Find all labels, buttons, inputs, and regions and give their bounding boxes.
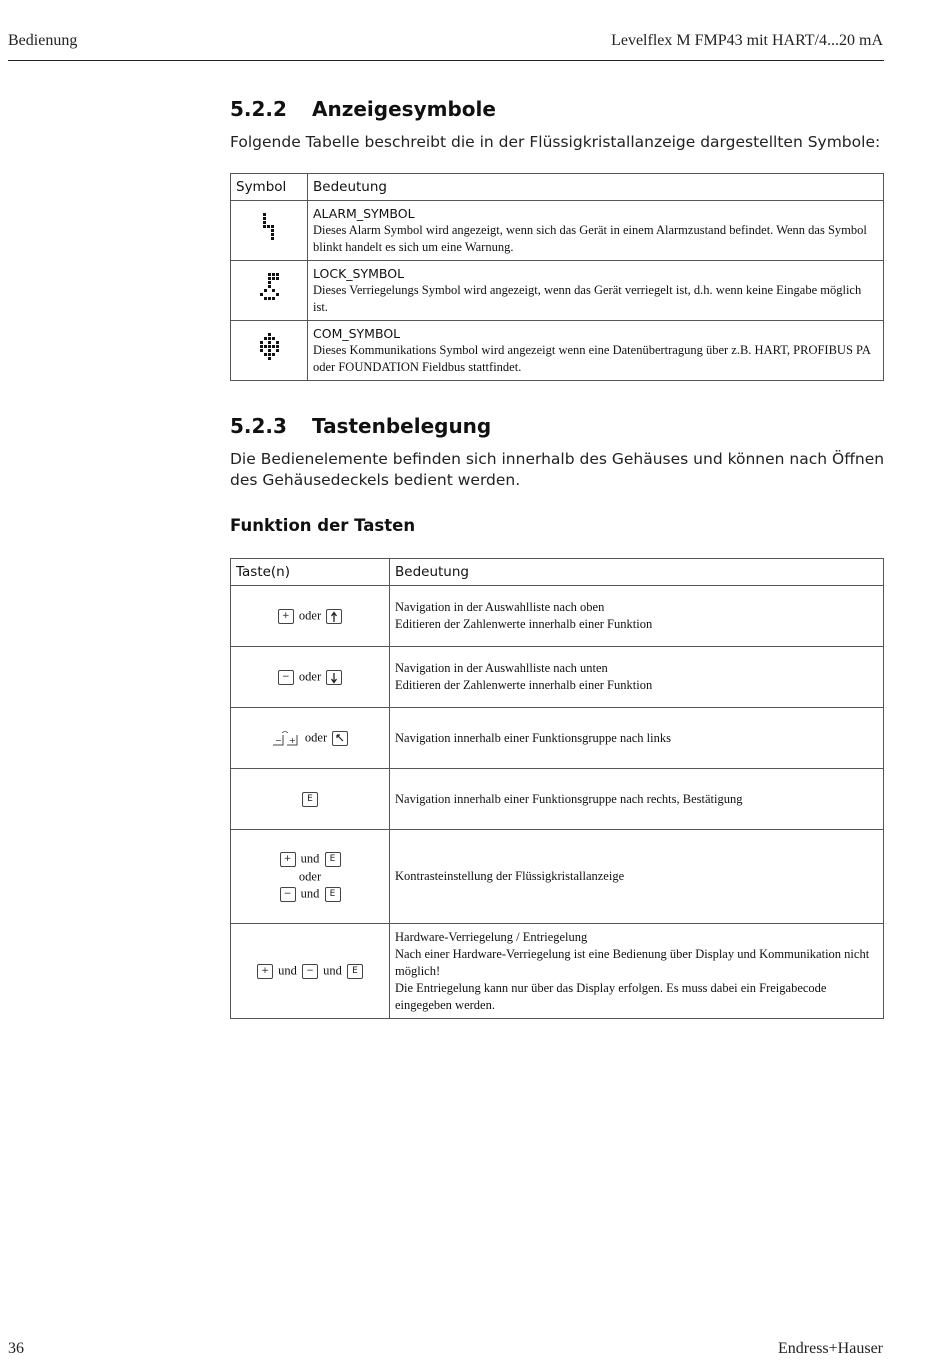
minus-key-icon: −: [278, 670, 294, 685]
symbol-cell: [231, 201, 308, 261]
key-description: [390, 586, 884, 647]
header-rule: [8, 60, 884, 61]
description-line: Navigation in der Auswahlliste nach unten: [395, 661, 608, 675]
symbol-text: Dieses Alarm Symbol wird angezeigt, wenn sich das Gerät in einem Alarmzustand befindet. Wenn das Symbol blinkt handelt es sich um eine Warnung.: [313, 223, 867, 254]
heading-5-2-2: [230, 97, 496, 121]
keys-subtitle: Funktion der Tasten: [230, 516, 416, 535]
description-line: Editieren der Zahlenwerte innerhalb einer Funktion: [395, 617, 653, 631]
key-description: [390, 769, 884, 830]
col-meaning: Bedeutung: [308, 174, 884, 201]
description-line: Nach einer Hardware-Verriegelung ist eine Bedienung über Display und Kommunikation nicht möglich!: [395, 946, 870, 978]
symbol-description: [308, 321, 884, 381]
symbol-name: ALARM_SYMBOL: [313, 206, 415, 221]
table-row: [231, 830, 884, 924]
keys-table-header: [231, 559, 884, 586]
description-line: Navigation innerhalb einer Funktionsgruppe nach links: [395, 730, 671, 745]
heading-title: Tastenbelegung: [312, 414, 492, 438]
e-key-icon: E: [325, 887, 341, 902]
key-combo-cell: [231, 586, 390, 647]
plus-key-icon: +: [278, 609, 294, 624]
running-header-product: Levelflex M FMP43 mit HART/4...20 mA: [611, 32, 883, 49]
heading-number: 5.2.2: [230, 97, 287, 121]
table-row: [231, 924, 884, 1019]
word-oder: oder: [298, 669, 322, 684]
svg-text:−: −: [274, 735, 282, 745]
plus-key-icon: +: [280, 852, 296, 867]
com-symbol-icon: [258, 333, 280, 363]
symbols-table-header: [231, 174, 884, 201]
heading-title: Anzeigesymbole: [312, 97, 496, 121]
word-oder: oder: [298, 608, 322, 623]
key-description: [390, 708, 884, 769]
keys-table: [230, 558, 884, 1019]
footer-brand: Endress+Hauser: [778, 1340, 883, 1357]
key-combo-cell: [231, 647, 390, 708]
minus-plus-key-pair-icon: [272, 731, 300, 746]
symbols-intro: Folgende Tabelle beschreibt die in der Flüssigkristallanzeige dargestellten Symbole:: [230, 133, 881, 151]
e-key-icon: E: [302, 792, 318, 807]
lock-symbol-icon: [258, 273, 280, 303]
e-key-icon: E: [347, 964, 363, 979]
description-line: Editieren der Zahlenwerte innerhalb einer Funktion: [395, 678, 653, 692]
symbol-text: Dieses Kommunikations Symbol wird angezeigt wenn eine Datenübertragung über z.B. HART, PROFIBUS PA oder FOUNDATION Fieldbus stattfindet.: [313, 343, 871, 374]
key-combo-cell: [231, 830, 390, 924]
description-line: Navigation innerhalb einer Funktionsgruppe nach rechts, Bestätigung: [395, 791, 743, 806]
key-description: [390, 924, 884, 1019]
heading-number: 5.2.3: [230, 414, 287, 438]
minus-key-icon: −: [302, 964, 318, 979]
svg-text:+: +: [288, 735, 296, 745]
keys-intro: Die Bedienelemente befinden sich innerhalb des Gehäuses und können nach Öffnen des Gehäusedeckels bedient werden.: [230, 450, 885, 489]
word-und: und: [300, 886, 320, 901]
symbol-description: [308, 201, 884, 261]
table-row: [231, 261, 884, 321]
escape-key-icon: [332, 731, 348, 746]
description-line: Kontrasteinstellung der Flüssigkristallanzeige: [395, 869, 625, 883]
word-und: und: [278, 963, 297, 978]
symbol-text: Dieses Verriegelungs Symbol wird angezeigt, wenn das Gerät verriegelt ist, d.h. wenn keine Eingabe möglich ist.: [313, 283, 862, 314]
description-line: Die Entriegelung kann nur über das Display erfolgen. Es muss dabei ein Freigabecode eingegeben werden.: [395, 980, 827, 1012]
key-description: [390, 830, 884, 924]
table-row: [231, 586, 884, 647]
e-key-icon: E: [325, 852, 341, 867]
arrow-down-key-icon: [326, 670, 342, 685]
plus-key-icon: +: [257, 964, 273, 979]
table-row: [231, 708, 884, 769]
key-combo-cell: [231, 924, 390, 1019]
symbol-description: [308, 261, 884, 321]
col-keys: Taste(n): [231, 559, 390, 586]
symbol-cell: [231, 321, 308, 381]
heading-5-2-3: [230, 414, 491, 438]
key-combo-cell: [231, 769, 390, 830]
key-combo-cell: [231, 708, 390, 769]
symbols-table: [230, 173, 884, 381]
col-symbol: Symbol: [231, 174, 308, 201]
minus-key-icon: −: [280, 887, 296, 902]
alarm-symbol-icon: [261, 213, 277, 243]
word-und: und: [323, 963, 342, 978]
symbol-name: LOCK_SYMBOL: [313, 266, 405, 281]
description-line: Navigation in der Auswahlliste nach oben: [395, 600, 605, 614]
word-oder: oder: [304, 730, 328, 745]
arrow-up-key-icon: [326, 609, 342, 624]
table-row: [231, 647, 884, 708]
description-line: Hardware-Verriegelung / Entriegelung: [395, 929, 588, 944]
symbol-cell: [231, 261, 308, 321]
key-description: [390, 647, 884, 708]
word-oder: oder: [298, 869, 322, 884]
table-row: [231, 321, 884, 381]
table-row: [231, 201, 884, 261]
table-row: [231, 769, 884, 830]
symbol-name: COM_SYMBOL: [313, 326, 401, 341]
word-und: und: [300, 851, 320, 866]
col-meaning: Bedeutung: [390, 559, 884, 586]
running-header-section: Bedienung: [8, 32, 78, 49]
page-number: 36: [8, 1340, 24, 1357]
